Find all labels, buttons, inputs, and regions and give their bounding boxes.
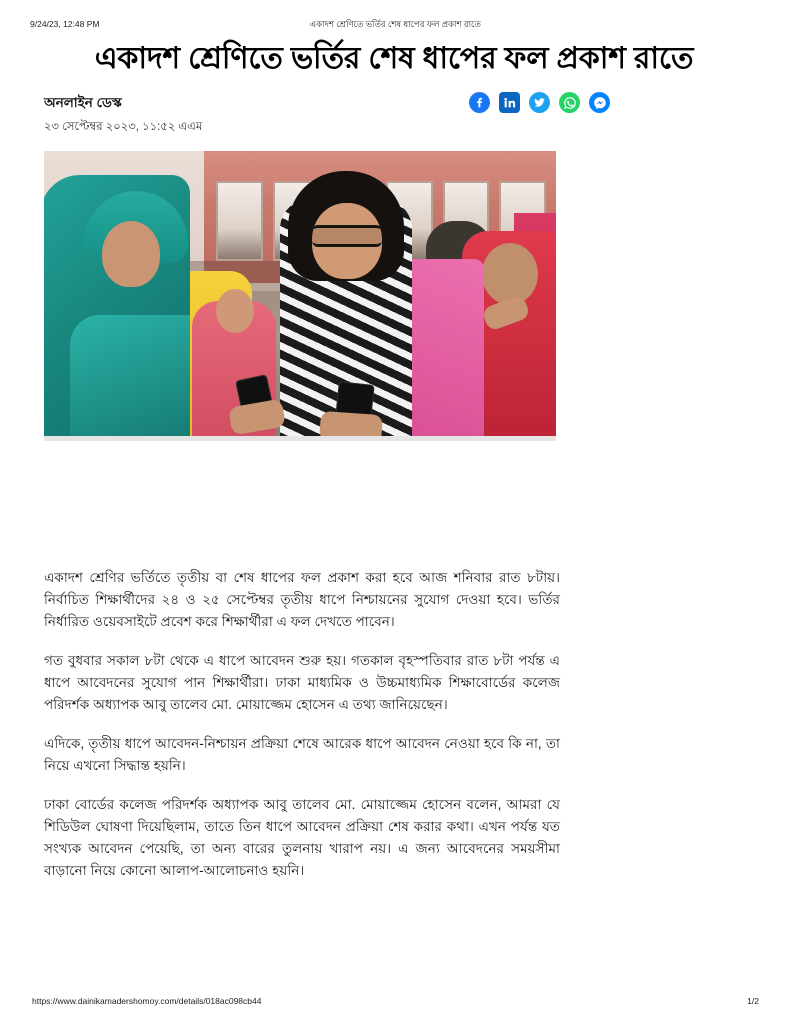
share-buttons [469,92,610,113]
article-paragraph: ঢাকা বোর্ডের কলেজ পরিদর্শক অধ্যাপক আবু তালেব মো. মোয়াজ্জেম হোসেন বলেন, আমরা যে শিডিউল ঘোষণা দিয়েছিলাম, তাতে তিন ধাপে আবেদন প্রক্রিয়া শেষ করার কথা। এখন পর্যন্ত যত সংখ্যক আবেদন পেয়েছি, তা অন্য বারের তুলনায় খারাপ নয়। এ জন্য আবেদনের সময়সীমা বাড়ানো নিয়ে কোনো আলাপ-আলোচনাও হয়নি। [44,797,560,879]
article-paragraph: গত বুধবার সকাল ৮টা থেকে এ ধাপে আবেদন শুরু হয়। গতকাল বৃহস্পতিবার রাত ৮টা পর্যন্ত এ ধাপে আবেদনের সুযোগ পান শিক্ষার্থীরা। ঢাকা মাধ্যমিক ও উচ্চমাধ্যমিক শিক্ষাবোর্ডের কলেজ পরিদর্শক অধ্যাপক আবু তালেব মো. মোয়াজ্জেম হোসেন এ তথ্য জানিয়েছেন। [44,653,560,713]
article-paragraph: একাদশ শ্রেণির ভর্তিতে তৃতীয় বা শেষ ধাপের ফল প্রকাশ করা হবে আজ শনিবার রাত ৮টায়। নির্বাচিত শিক্ষার্থীদের ২৪ ও ২৫ সেপ্টেম্বর তৃতীয় ধাপে নিশ্চায়নের সুযোগ দেওয়া হবে। ভর্তির নির্ধারিত ওয়েবসাইটে প্রবেশ করে শিক্ষার্থীরা এ ফল দেখতে পাবেন। [44,570,560,630]
article [44,40,744,441]
print-footer [32,996,759,1006]
print-footer-url[interactable]: https://www.dainikamadershomoy.com/details/018ac098cb44 [32,996,262,1006]
page-title: একাদশ শ্রেণিতে ভর্তির শেষ ধাপের ফল প্রকাশ রাতে [94,42,694,75]
whatsapp-share-icon[interactable] [559,92,580,113]
article-photo [44,151,556,441]
byline: অনলাইন ডেস্ক [44,95,122,111]
facebook-share-icon[interactable] [469,92,490,113]
print-header-title: একাদশ শ্রেণিতে ভর্তির শেষ ধাপের ফল প্রকাশ রাতে [309,19,481,29]
print-header-date: 9/24/23, 12:48 PM [30,19,100,29]
print-footer-page-number: 1/2 [747,996,759,1006]
photo-caption-bar [44,436,556,441]
print-header [30,18,761,32]
article-body [44,567,560,899]
article-paragraph: এদিকে, তৃতীয় ধাপে আবেদন-নিশ্চায়ন প্রক্রিয়া শেষে আরেক ধাপে আবেদন নেওয়া হবে কি না, তা নিয়ে এখনো সিদ্ধান্ত হয়নি। [44,736,560,774]
byline-row [44,92,564,137]
messenger-share-icon[interactable] [589,92,610,113]
timestamp: ২৩ সেপ্টেম্বর ২০২৩, ১১:৫২ এএম [44,121,203,134]
article-photo-image [44,151,556,441]
linkedin-share-icon[interactable] [499,92,520,113]
twitter-share-icon[interactable] [529,92,550,113]
